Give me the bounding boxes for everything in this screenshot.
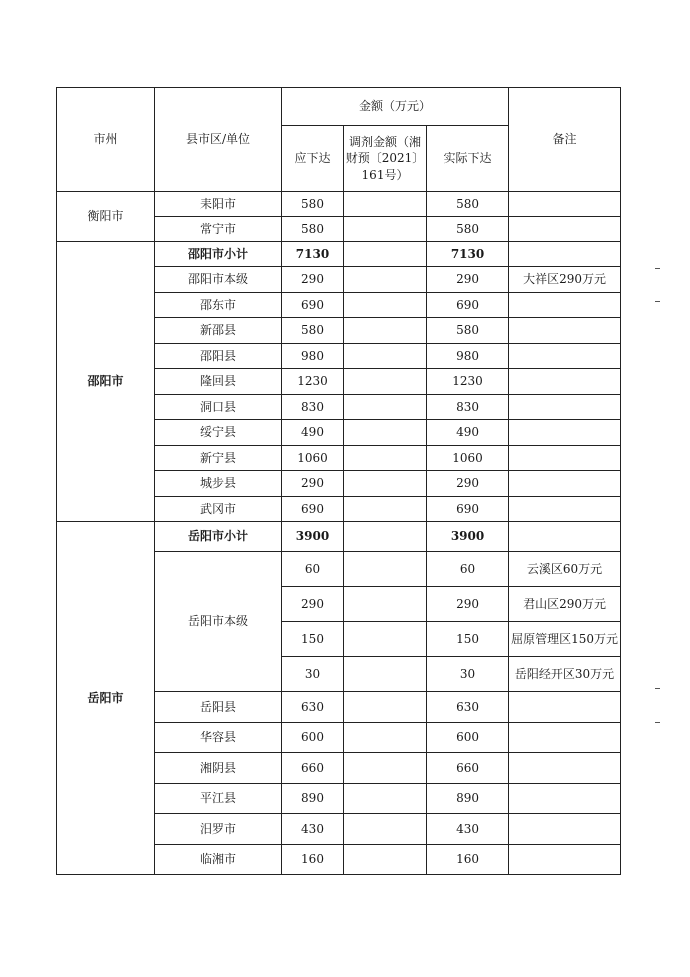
due-cell: 580: [282, 217, 344, 242]
subtotal-unit-cell: 邵阳市小计: [155, 242, 282, 267]
subtotal-adjust-cell: [344, 242, 427, 267]
adjust-cell: [344, 318, 427, 344]
due-cell: 490: [282, 420, 344, 446]
actual-cell: 580: [427, 217, 509, 242]
due-cell: 160: [282, 844, 344, 875]
actual-cell: 690: [427, 292, 509, 318]
unit-cell: 武冈市: [155, 496, 282, 522]
due-cell: 150: [282, 622, 344, 657]
due-cell: 1060: [282, 445, 344, 471]
adjust-cell: [344, 267, 427, 293]
remark-cell: [509, 445, 621, 471]
subtotal-adjust-cell: [344, 522, 427, 552]
city-cell: 岳阳市: [57, 522, 155, 875]
due-cell: 290: [282, 267, 344, 293]
due-cell: 690: [282, 292, 344, 318]
unit-cell: 邵阳市本级: [155, 267, 282, 293]
adjust-cell: [344, 692, 427, 723]
due-cell: 690: [282, 496, 344, 522]
header-due: 应下达: [282, 126, 344, 192]
subtotal-due-cell: 3900: [282, 522, 344, 552]
actual-cell: 290: [427, 471, 509, 497]
actual-cell: 160: [427, 844, 509, 875]
margin-mark: [655, 688, 660, 689]
adjust-cell: [344, 814, 427, 845]
remark-cell: [509, 692, 621, 723]
adjust-cell: [344, 552, 427, 587]
adjust-cell: [344, 394, 427, 420]
adjust-cell: [344, 445, 427, 471]
adjust-cell: [344, 622, 427, 657]
unit-cell: 岳阳市本级: [155, 552, 282, 692]
allocation-table: [56, 87, 621, 875]
due-cell: 290: [282, 471, 344, 497]
unit-cell: 湘阴县: [155, 753, 282, 784]
actual-cell: 60: [427, 552, 509, 587]
unit-cell: 平江县: [155, 783, 282, 814]
subtotal-unit-cell: 岳阳市小计: [155, 522, 282, 552]
due-cell: 600: [282, 722, 344, 753]
remark-cell: [509, 496, 621, 522]
adjust-cell: [344, 844, 427, 875]
remark-cell: 云溪区60万元: [509, 552, 621, 587]
subtotal-actual-cell: 3900: [427, 522, 509, 552]
adjust-cell: [344, 292, 427, 318]
actual-cell: 630: [427, 692, 509, 723]
actual-cell: 30: [427, 657, 509, 692]
city-cell: 衡阳市: [57, 192, 155, 242]
unit-cell: 新邵县: [155, 318, 282, 344]
actual-cell: 430: [427, 814, 509, 845]
adjust-cell: [344, 369, 427, 395]
unit-cell: 岳阳县: [155, 692, 282, 723]
due-cell: 830: [282, 394, 344, 420]
table-row: [57, 242, 621, 267]
adjust-cell: [344, 783, 427, 814]
remark-cell: [509, 192, 621, 217]
adjust-cell: [344, 587, 427, 622]
remark-cell: 大祥区290万元: [509, 267, 621, 293]
adjust-cell: [344, 471, 427, 497]
due-cell: 430: [282, 814, 344, 845]
unit-cell: 临湘市: [155, 844, 282, 875]
header-remark: 备注: [509, 88, 621, 192]
remark-cell: [509, 369, 621, 395]
remark-cell: [509, 217, 621, 242]
header-city: 市州: [57, 88, 155, 192]
unit-cell: 邵阳县: [155, 343, 282, 369]
subtotal-remark-cell: [509, 242, 621, 267]
unit-cell: 汨罗市: [155, 814, 282, 845]
actual-cell: 290: [427, 587, 509, 622]
due-cell: 580: [282, 192, 344, 217]
adjust-cell: [344, 657, 427, 692]
unit-cell: 华容县: [155, 722, 282, 753]
subtotal-actual-cell: 7130: [427, 242, 509, 267]
actual-cell: 980: [427, 343, 509, 369]
adjust-cell: [344, 217, 427, 242]
margin-mark: [655, 268, 660, 269]
adjust-cell: [344, 343, 427, 369]
actual-cell: 690: [427, 496, 509, 522]
remark-cell: [509, 722, 621, 753]
actual-cell: 1230: [427, 369, 509, 395]
due-cell: 630: [282, 692, 344, 723]
remark-cell: 屈原管理区150万元: [509, 622, 621, 657]
remark-cell: [509, 844, 621, 875]
actual-cell: 580: [427, 318, 509, 344]
table-row: [57, 522, 621, 552]
actual-cell: 580: [427, 192, 509, 217]
remark-cell: 岳阳经开区30万元: [509, 657, 621, 692]
due-cell: 1230: [282, 369, 344, 395]
remark-cell: [509, 471, 621, 497]
remark-cell: [509, 420, 621, 446]
actual-cell: 290: [427, 267, 509, 293]
subtotal-remark-cell: [509, 522, 621, 552]
remark-cell: [509, 753, 621, 784]
header-unit: 县市区/单位: [155, 88, 282, 192]
due-cell: 660: [282, 753, 344, 784]
remark-cell: [509, 394, 621, 420]
actual-cell: 890: [427, 783, 509, 814]
unit-cell: 新宁县: [155, 445, 282, 471]
table-row: [57, 192, 621, 217]
unit-cell: 耒阳市: [155, 192, 282, 217]
unit-cell: 邵东市: [155, 292, 282, 318]
actual-cell: 660: [427, 753, 509, 784]
unit-cell: 城步县: [155, 471, 282, 497]
due-cell: 580: [282, 318, 344, 344]
actual-cell: 1060: [427, 445, 509, 471]
adjust-cell: [344, 753, 427, 784]
adjust-cell: [344, 192, 427, 217]
adjust-cell: [344, 496, 427, 522]
remark-cell: [509, 343, 621, 369]
header-adjust: 调剂金额（湘财预〔2021〕161号）: [344, 126, 427, 192]
unit-cell: 隆回县: [155, 369, 282, 395]
due-cell: 60: [282, 552, 344, 587]
actual-cell: 600: [427, 722, 509, 753]
margin-mark: [655, 722, 660, 723]
actual-cell: 830: [427, 394, 509, 420]
due-cell: 890: [282, 783, 344, 814]
city-cell: 邵阳市: [57, 242, 155, 522]
unit-cell: 常宁市: [155, 217, 282, 242]
due-cell: 290: [282, 587, 344, 622]
remark-cell: [509, 814, 621, 845]
unit-cell: 洞口县: [155, 394, 282, 420]
actual-cell: 150: [427, 622, 509, 657]
remark-cell: [509, 318, 621, 344]
adjust-cell: [344, 722, 427, 753]
due-cell: 30: [282, 657, 344, 692]
remark-cell: [509, 783, 621, 814]
actual-cell: 490: [427, 420, 509, 446]
remark-cell: 君山区290万元: [509, 587, 621, 622]
due-cell: 980: [282, 343, 344, 369]
header-amount-group: 金额（万元）: [282, 88, 509, 126]
remark-cell: [509, 292, 621, 318]
subtotal-due-cell: 7130: [282, 242, 344, 267]
header-actual: 实际下达: [427, 126, 509, 192]
unit-cell: 绥宁县: [155, 420, 282, 446]
adjust-cell: [344, 420, 427, 446]
margin-mark: [655, 301, 660, 302]
